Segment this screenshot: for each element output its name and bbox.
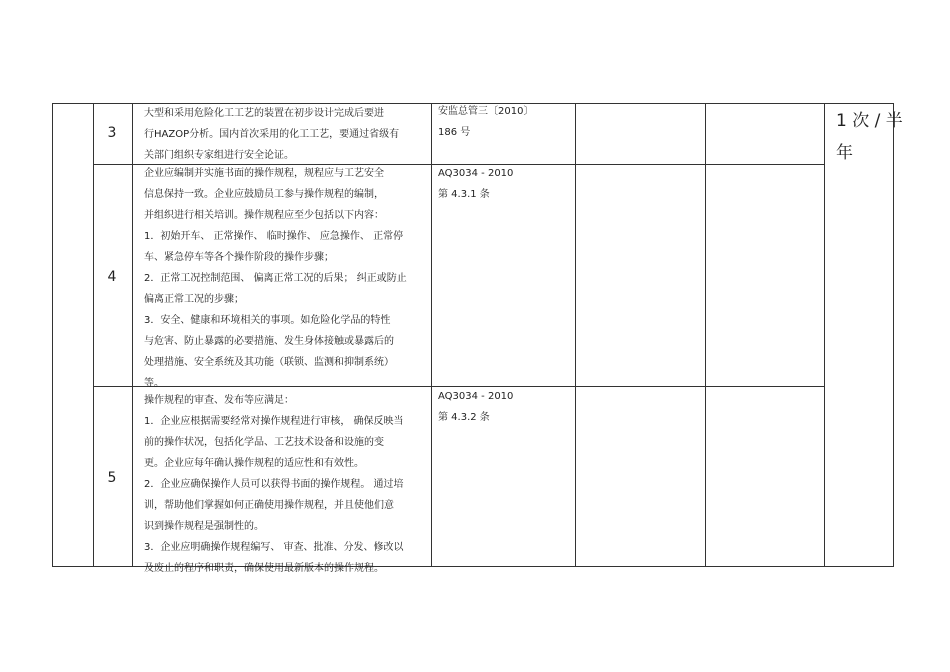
column-divider [132, 103, 133, 567]
requirement-text [144, 163, 407, 394]
requirement-text [144, 103, 399, 166]
text-line: 并组织进行相关培训。操作规程应至少包括以下内容： [144, 210, 384, 221]
frequency-cell [836, 105, 903, 169]
text-line: 信息保持一致。企业应鼓励员工参与操作规程的编制， [144, 189, 384, 200]
text-line: 识到操作规程是强制性的。 [144, 521, 264, 532]
frequency-line: 1 次 / 半 [836, 111, 903, 131]
column-divider [575, 103, 576, 567]
text-line: 等。 [144, 378, 164, 389]
column-divider [93, 103, 94, 567]
table-border-right [893, 103, 894, 567]
requirements-table [52, 103, 903, 574]
text-line: 3．安全、健康和环境相关的事项。如危险化学品的特性 [144, 315, 391, 326]
text-line: 偏离正常工况的步骤； [144, 294, 244, 305]
reference-line: 第 4.3.1 条 [438, 189, 490, 200]
table-border-left [52, 103, 53, 567]
reference-line: AQ3034 - 2010 [438, 168, 514, 179]
reference-line: AQ3034 - 2010 [438, 391, 514, 402]
text-line: 更。企业应每年确认操作规程的适应性和有效性。 [144, 458, 364, 469]
reference-cell [438, 163, 513, 205]
row-number: 5 [107, 470, 117, 486]
text-line: 操作规程的审查、发布等应满足： [144, 395, 294, 406]
row-number: 3 [107, 125, 117, 141]
text-line: 及废止的程序和职责，确保使用最新版本的操作规程。 [144, 563, 384, 574]
column-divider [705, 103, 706, 567]
row-number: 4 [107, 269, 117, 285]
text-line: 企业应编制并实施书面的操作规程，规程应与工艺安全 [144, 168, 384, 179]
column-divider [431, 103, 432, 567]
frequency-line: 年 [836, 143, 853, 163]
text-line: 1．初始开车、 正常操作、 临时操作、 应急操作、 正常停 [144, 231, 404, 242]
text-line: 行HAZOP分析。国内首次采用的化工工艺，要通过省级有 [144, 129, 400, 140]
text-line: 与危害、防止暴露的必要措施、发生身体接触或暴露后的 [144, 336, 394, 347]
text-line: 1．企业应根据需要经常对操作规程进行审核， 确保反映当 [144, 416, 404, 427]
requirement-text [144, 390, 404, 579]
text-line: 处理措施、安全系统及其功能（联锁、监测和抑制系统） [144, 357, 394, 368]
text-line: 2．企业应确保操作人员可以获得书面的操作规程。 通过培 [144, 479, 404, 490]
reference-cell [438, 101, 533, 143]
reference-line: 186 号 [438, 127, 471, 138]
text-line: 前的操作状况，包括化学品、工艺技术设备和设施的变 [144, 437, 384, 448]
text-line: 关部门组织专家组进行安全论证。 [144, 150, 294, 161]
reference-cell [438, 386, 513, 428]
text-line: 大型和采用危险化工工艺的装置在初步设计完成后要进 [144, 108, 384, 119]
reference-line: 第 4.3.2 条 [438, 412, 490, 423]
text-line: 2．正常工况控制范围、 偏离正常工况的后果； 纠正或防止 [144, 273, 407, 284]
reference-line: 安监总管三〔2010〕 [438, 106, 534, 117]
text-line: 训，帮助他们掌握如何正确使用操作规程，并且使他们意 [144, 500, 394, 511]
text-line: 3．企业应明确操作规程编写、 审查、批准、分发、修改以 [144, 542, 404, 553]
text-line: 车、紧急停车等各个操作阶段的操作步骤； [144, 252, 334, 263]
column-divider [824, 103, 825, 567]
